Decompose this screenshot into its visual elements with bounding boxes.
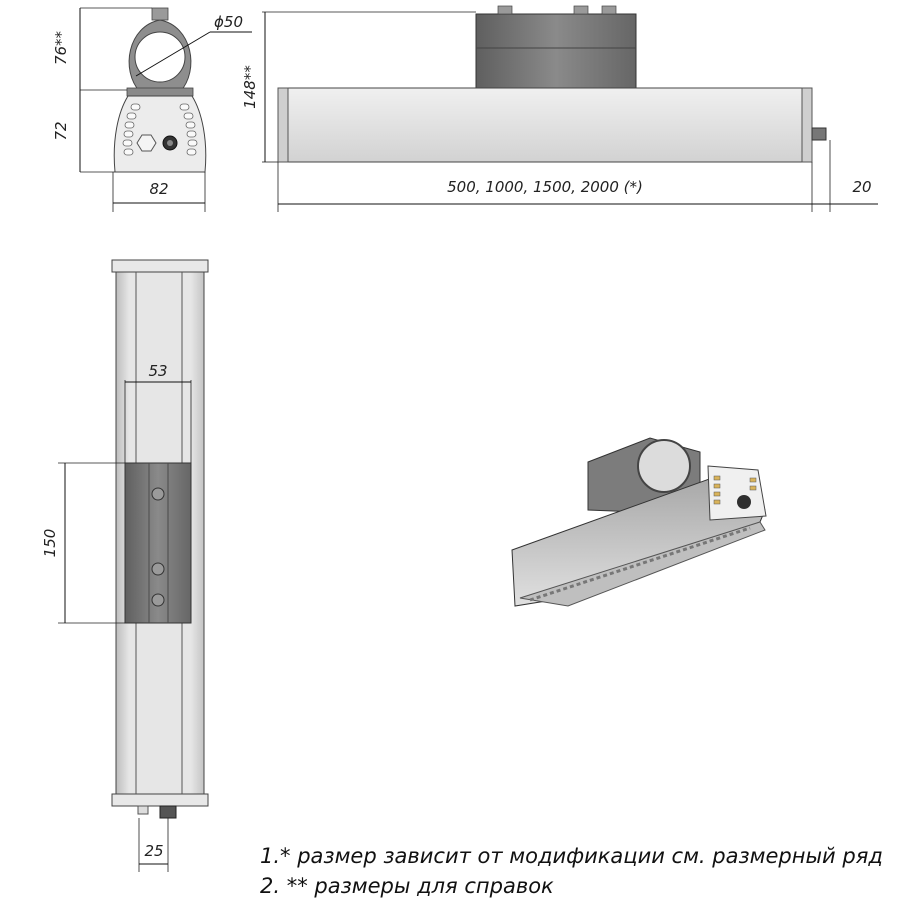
dim-cable-gland: 25 — [144, 842, 164, 860]
clamp-bolt — [152, 8, 168, 20]
note-2: 2. ** размеры для справок — [260, 874, 554, 898]
iso-clamp — [638, 440, 690, 492]
side-body — [278, 88, 812, 162]
dim-body-height: 72 — [52, 121, 70, 141]
side-bracket — [476, 14, 636, 88]
dim-total-height: 148** — [241, 65, 259, 109]
side-view — [241, 6, 878, 212]
dim-lengths: 500, 1000, 1500, 2000 (*) — [447, 178, 643, 196]
top-view — [41, 260, 208, 872]
dim-body-width: 82 — [149, 180, 169, 198]
isometric-view — [512, 438, 766, 606]
dim-connector-length: 20 — [852, 178, 872, 196]
dim-bracket-width: 53 — [148, 362, 168, 380]
dim-bracket-length: 150 — [41, 528, 59, 558]
top-cable-gland — [160, 806, 176, 818]
dim-clamp-height: 76** — [52, 30, 70, 66]
clamp-bore — [135, 32, 185, 82]
side-connector — [812, 128, 826, 140]
dim-clamp-diameter: ϕ50 — [214, 13, 243, 31]
end-view — [52, 8, 252, 212]
note-1: 1.* размер зависит от модификации см. размерный ряд — [260, 844, 883, 868]
